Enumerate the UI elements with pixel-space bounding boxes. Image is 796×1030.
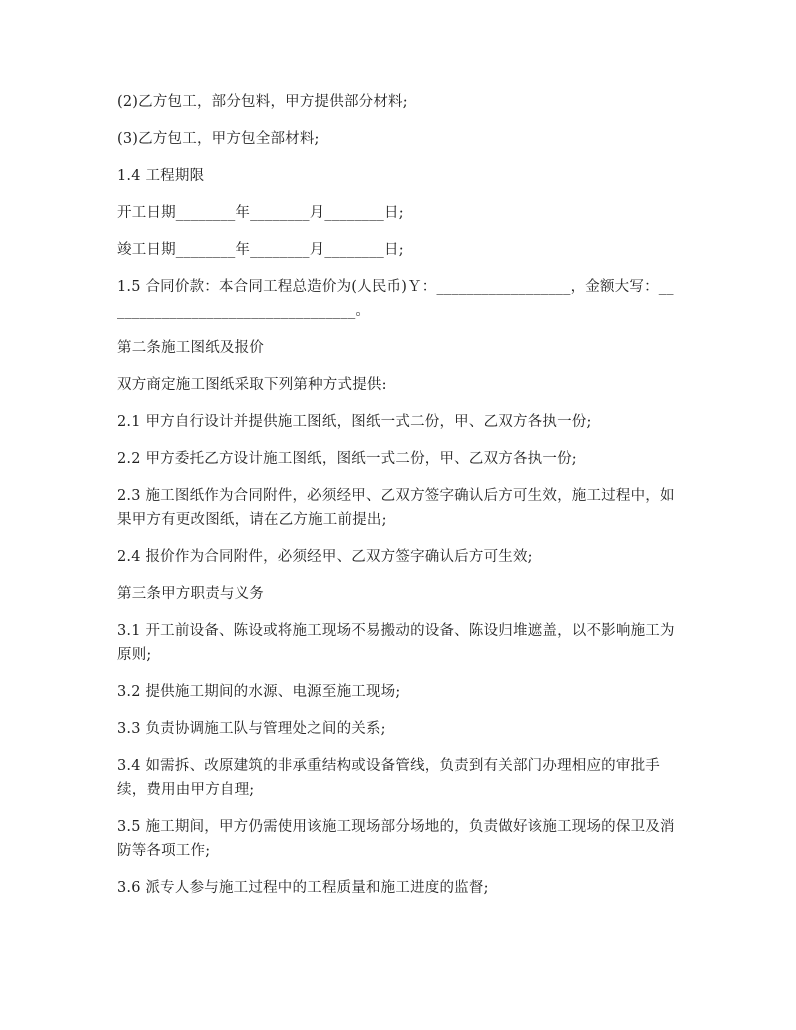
clause-3-5: 3.5 施工期间，甲方仍需使用该施工现场部分场地的，负责做好该施工现场的保卫及消防等各项工作; bbox=[117, 819, 675, 859]
article-heading-3: 第三条甲方职责与义务 bbox=[117, 586, 264, 602]
clause-3-4: 3.4 如需拆、改原建筑的非承重结构或设备管线，负责到有关部门办理相应的审批手续，费用由甲方自理; bbox=[117, 758, 660, 798]
clause-2-3: 2.3 施工图纸作为合同附件，必须经甲、乙双方签字确认后方可生效，施工过程中，如果甲方有更改图纸，请在乙方施工前提出; bbox=[117, 488, 675, 528]
document-body bbox=[117, 90, 677, 913]
paragraph-start-date: 开工日期________年________月________日; bbox=[117, 205, 404, 221]
clause-3-6: 3.6 派专人参与施工过程中的工程质量和施工进度的监督; bbox=[117, 880, 489, 896]
clause-3-3: 3.3 负责协调施工队与管理处之间的关系; bbox=[117, 721, 386, 737]
clause-2-1: 2.1 甲方自行设计并提供施工图纸，图纸一式二份，甲、乙双方各执一份; bbox=[117, 414, 592, 430]
clause-3-2: 3.2 提供施工期间的水源、电源至施工现场; bbox=[117, 684, 401, 700]
paragraph-contract-mode-2: (2)乙方包工，部分包料，甲方提供部分材料; bbox=[117, 94, 408, 110]
article-heading-2: 第二条施工图纸及报价 bbox=[117, 340, 264, 356]
section-heading-1-4: 1.4 工程期限 bbox=[117, 168, 205, 184]
paragraph-drawing-provision: 双方商定施工图纸采取下列第种方式提供: bbox=[117, 377, 387, 393]
paragraph-contract-price: 1.5 合同价款：本合同工程总造价为(人民币)Ｙ：__________________，金额大写：__________________________________。 bbox=[117, 279, 674, 319]
clause-2-2: 2.2 甲方委托乙方设计施工图纸，图纸一式二份，甲、乙双方各执一份; bbox=[117, 451, 577, 467]
clause-2-4: 2.4 报价作为合同附件，必须经甲、乙双方签字确认后方可生效; bbox=[117, 549, 533, 565]
clause-3-1: 3.1 开工前设备、陈设或将施工现场不易搬动的设备、陈设归堆遮盖，以不影响施工为原则; bbox=[117, 623, 675, 663]
paragraph-completion-date: 竣工日期________年________月________日; bbox=[117, 242, 404, 258]
paragraph-contract-mode-3: (3)乙方包工，甲方包全部材料; bbox=[117, 131, 320, 147]
